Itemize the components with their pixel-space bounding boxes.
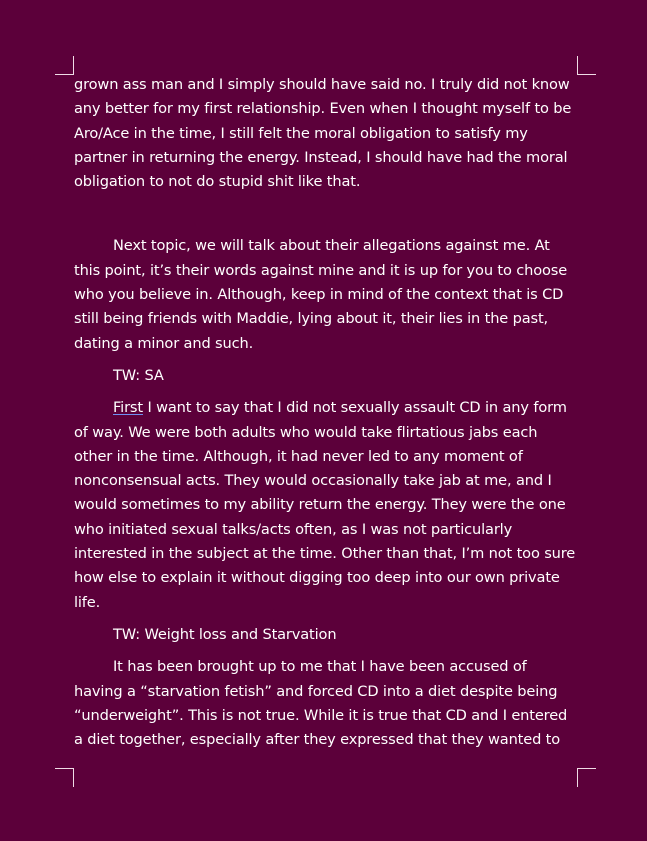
document-body[interactable] (74, 73, 577, 752)
paragraph-3[interactable] (74, 396, 577, 615)
margin-corner-bottom-right (577, 768, 596, 787)
margin-corner-top-right (577, 56, 596, 75)
margin-corner-top-left (55, 56, 74, 75)
paragraph-1[interactable]: grown ass man and I simply should have said no. I truly did not know any better for my first relationship. Even when I thought myself to be Aro/Ace in the time, I still felt the moral obligation to satisfy my partner in returning the energy. Instead, I should have had the moral obligation to not do stupid shit like that. (74, 76, 572, 191)
spellcheck-underlined-word[interactable]: First (113, 399, 143, 417)
paragraph-3-text: I want to say that I did not sexually assault CD in any form of way. We were both adults who would take flirtatious jabs each other in the time. Although, it had never led to any moment of nonconsensual acts. They would occasionally take jab at me, and I would sometimes to my ability return the energy. They were the one who initiated sexual talks/acts often, as I was not particularly interested in the subject at the time. Other than that, I’m not too sure how else to explain it without digging too deep into our own private life. (74, 399, 576, 611)
margin-corner-bottom-left (55, 768, 74, 787)
paragraph-2[interactable]: Next topic, we will talk about their allegations against me. At this point, it’s their words against mine and it is up for you to choose who you believe in. Although, keep in mind of the context that is CD still being friends with Maddie, lying about it, their lies in the past, dating a minor and such. (74, 237, 568, 352)
heading-tw-weight-loss[interactable]: TW: Weight loss and Starvation (113, 625, 337, 643)
heading-tw-sa[interactable]: TW: SA (113, 366, 164, 384)
paragraph-4[interactable]: It has been brought up to me that I have been accused of having a “starvation fetish” and forced CD into a diet despite being “underweight”. This is not true. While it is true that CD and I entered a diet together, especially after they expressed that they wanted to (74, 658, 568, 749)
